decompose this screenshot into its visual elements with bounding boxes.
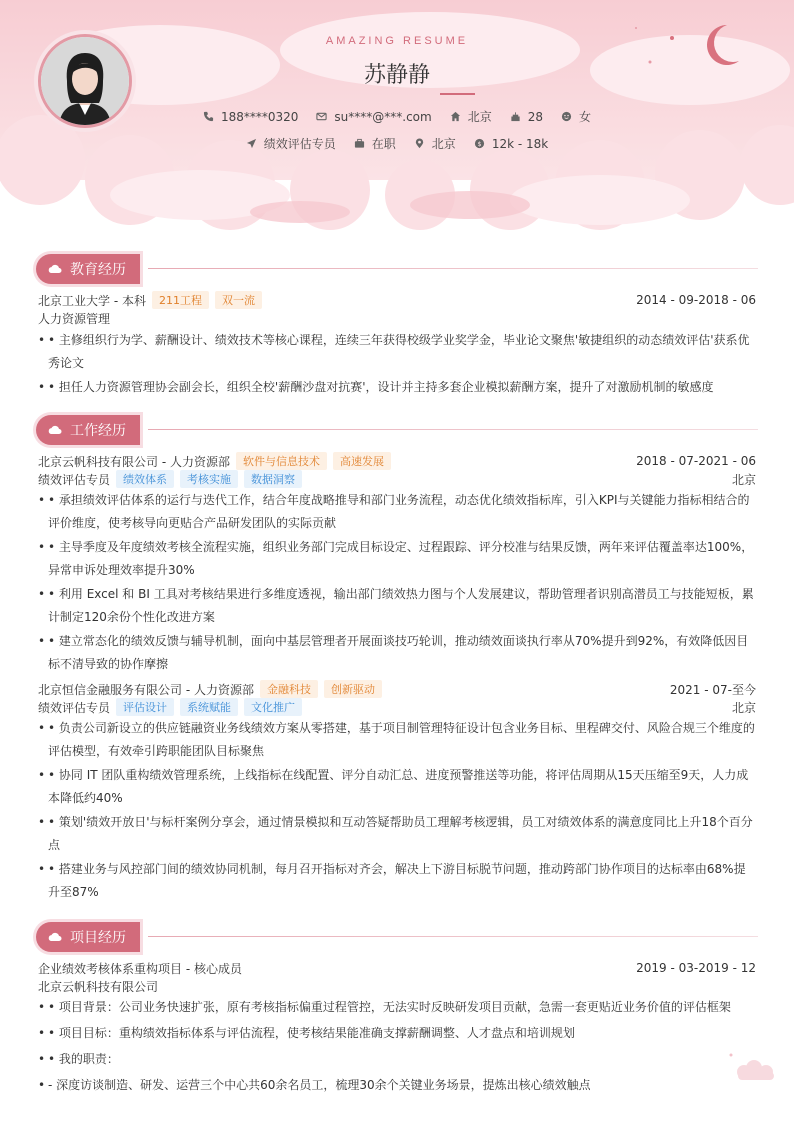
role-tag: 数据洞察 xyxy=(244,470,302,488)
job-intent-row xyxy=(0,135,794,152)
contact-gender xyxy=(561,108,591,125)
job-city: 北京 xyxy=(731,472,756,487)
company-tag: 高速发展 xyxy=(333,452,391,470)
cloud-decoration-icon xyxy=(728,1052,784,1086)
list-item: • - 深度访谈制造、研发、运营三个中心共60余名员工，梳理30余个关键业务场景，提炼出核心绩效触点 xyxy=(38,1078,591,1092)
role-tag: 考核实施 xyxy=(180,470,238,488)
list-item: • • 主导季度及年度绩效考核全流程实施，组织业务部门完成目标设定、过程跟踪、评分校准与结果反馈，两年来评估覆盖率达100%，异常申诉处理效率提升30% xyxy=(38,540,754,577)
intent-position xyxy=(246,135,336,152)
section-education-header xyxy=(36,253,140,285)
job-date: 2018 - 07-2021 - 06 xyxy=(636,454,756,468)
section-title: 教育经历 xyxy=(70,262,126,278)
list-item: • • 项目目标：重构绩效指标体系与评估流程，使考核结果能准确支撑薪酬调整、人才盘点和培训规划 xyxy=(38,1026,575,1040)
list-item: • • 搭建业务与风控部门间的绩效协同机制，每月召开指标对齐会，解决上下游目标脱节问题，推动跨部门协作项目的达标率由68%提升至87% xyxy=(38,862,746,899)
intent-city xyxy=(414,135,456,152)
section-title: 项目经历 xyxy=(70,930,126,946)
phone-text: 188****0320 xyxy=(220,109,299,124)
list-item: • • 负责公司新设立的供应链融资业务线绩效方案从零搭建，基于项目制管理特征设计包含业务目标、里程碑交付、风险合规三个维度的评估模型，有效牵引跨职能团队目标聚焦 xyxy=(38,721,755,758)
project-block xyxy=(38,959,756,1097)
header-banner xyxy=(0,0,794,230)
contact-age xyxy=(510,108,543,125)
section-work-header xyxy=(36,414,140,446)
money-icon xyxy=(474,138,485,149)
list-item: • • 主修组织行为学、薪酬设计、绩效技术等核心课程，连续三年获得校级学业奖学金，毕业论文聚焦'敏捷组织的动态绩效评估'获系优秀论文 xyxy=(38,333,750,370)
face-icon xyxy=(561,111,572,122)
svg-text:$: $ xyxy=(477,139,482,148)
role-tag: 系统赋能 xyxy=(180,698,238,716)
cake-icon xyxy=(510,111,521,122)
project-org: 北京云帆科技有限公司 xyxy=(38,979,159,994)
section-divider xyxy=(148,429,758,430)
intent-status xyxy=(354,135,396,152)
list-item: • • 建立常态化的绩效反馈与辅导机制，面向中基层管理者开展面谈技巧轮训，推动绩效面谈执行率从70%提升到92%，有效降低因目标不清导致的协作摩擦 xyxy=(38,634,749,671)
list-item: • • 我的职责： xyxy=(38,1052,119,1066)
home-icon xyxy=(450,111,461,122)
work-job-1 xyxy=(38,452,756,676)
name-underline xyxy=(440,93,475,95)
contact-home xyxy=(450,108,492,125)
section-title-pill xyxy=(36,922,140,952)
list-item: • • 项目背景：公司业务快速扩张，原有考核指标偏重过程管控，无法实时反映研发项目贡献，急需一套更贴近业务价值的评估框架 xyxy=(38,1000,731,1014)
list-item: • • 协同 IT 团队重构绩效管理系统，上线指标在线配置、评分自动汇总、进度预警推送等功能，将评估周期从15天压缩至9天，人力成本降低约40% xyxy=(38,768,749,805)
section-title-pill xyxy=(36,415,140,445)
contact-phone xyxy=(203,108,298,125)
company-tag: 软件与信息技术 xyxy=(236,452,327,470)
location-icon xyxy=(414,138,425,149)
section-title: 工作经历 xyxy=(70,423,126,439)
job-city: 北京 xyxy=(731,700,756,715)
salary-text: 12k - 18k xyxy=(491,136,549,151)
school-name: 北京工业大学 - 本科 xyxy=(38,293,146,308)
role-tag: 评估设计 xyxy=(116,698,174,716)
education-block xyxy=(38,291,756,399)
cloud-icon xyxy=(48,932,62,942)
list-item: • • 利用 Excel 和 BI 工具对考核结果进行多维度透视，输出部门绩效热力图与个人发展建议，帮助管理者识别高潜员工与技能短板，累计制定120余份个性化改进方案 xyxy=(38,587,754,624)
company-name: 北京恒信金融服务有限公司 - 人力资源部 xyxy=(38,682,254,697)
home-text: 北京 xyxy=(467,110,492,124)
phone-icon xyxy=(203,111,214,122)
company-tag: 金融科技 xyxy=(260,680,318,698)
mail-icon xyxy=(316,111,327,122)
project-date: 2019 - 03-2019 - 12 xyxy=(636,961,756,975)
work-job-2 xyxy=(38,680,756,904)
list-item: • • 承担绩效评估体系的运行与迭代工作，结合年度战略推导和部门业务流程，动态优化绩效指标库，引入KPI与关键能力指标相结合的评价维度，使考核导向更贴合产品研发团队的实际贡献 xyxy=(38,493,750,530)
job-role: 绩效评估专员 xyxy=(38,700,111,715)
job-date: 2021 - 07-至今 xyxy=(669,682,756,697)
list-item: • • 策划'绩效开放日'与标杆案例分享会，通过情景模拟和互动答疑帮助员工理解考核逻辑，员工对绩效体系的满意度同比上升18个百分点 xyxy=(38,815,753,852)
briefcase-icon xyxy=(354,138,365,149)
contact-email xyxy=(316,108,431,125)
send-icon xyxy=(246,138,257,149)
section-divider xyxy=(148,936,758,937)
company-tag: 创新驱动 xyxy=(324,680,382,698)
contact-row xyxy=(0,108,794,125)
school-tag: 211工程 xyxy=(152,291,209,309)
intent-salary xyxy=(474,135,548,152)
school-tag: 双一流 xyxy=(215,291,262,309)
role-tag: 文化推广 xyxy=(244,698,302,716)
section-title-pill xyxy=(36,254,140,284)
list-item: • • 担任人力资源管理协会副会长，组织全校'薪酬沙盘对抗赛'，设计并主持多套企业模拟薪酬方案，提升了对激励机制的敏感度 xyxy=(38,380,714,394)
email-text: su****@***.com xyxy=(334,109,432,124)
role-tag: 绩效体系 xyxy=(116,470,174,488)
cloud-icon xyxy=(48,425,62,435)
age-text: 28 xyxy=(527,109,544,124)
city-text: 北京 xyxy=(431,137,456,151)
cloud-icon xyxy=(48,264,62,274)
section-project-header xyxy=(36,921,140,953)
education-date: 2014 - 09-2018 - 06 xyxy=(636,293,756,307)
position-text: 绩效评估专员 xyxy=(263,137,336,151)
section-divider xyxy=(148,268,758,269)
gender-text: 女 xyxy=(579,110,592,124)
job-role: 绩效评估专员 xyxy=(38,472,111,487)
company-name: 北京云帆科技有限公司 - 人力资源部 xyxy=(38,454,230,469)
major: 人力资源管理 xyxy=(38,311,111,326)
candidate-name: 苏静静 xyxy=(363,63,430,88)
tagline: AMAZING RESUME xyxy=(325,35,469,47)
project-name: 企业绩效考核体系重构项目 - 核心成员 xyxy=(38,961,242,976)
status-text: 在职 xyxy=(371,137,396,151)
